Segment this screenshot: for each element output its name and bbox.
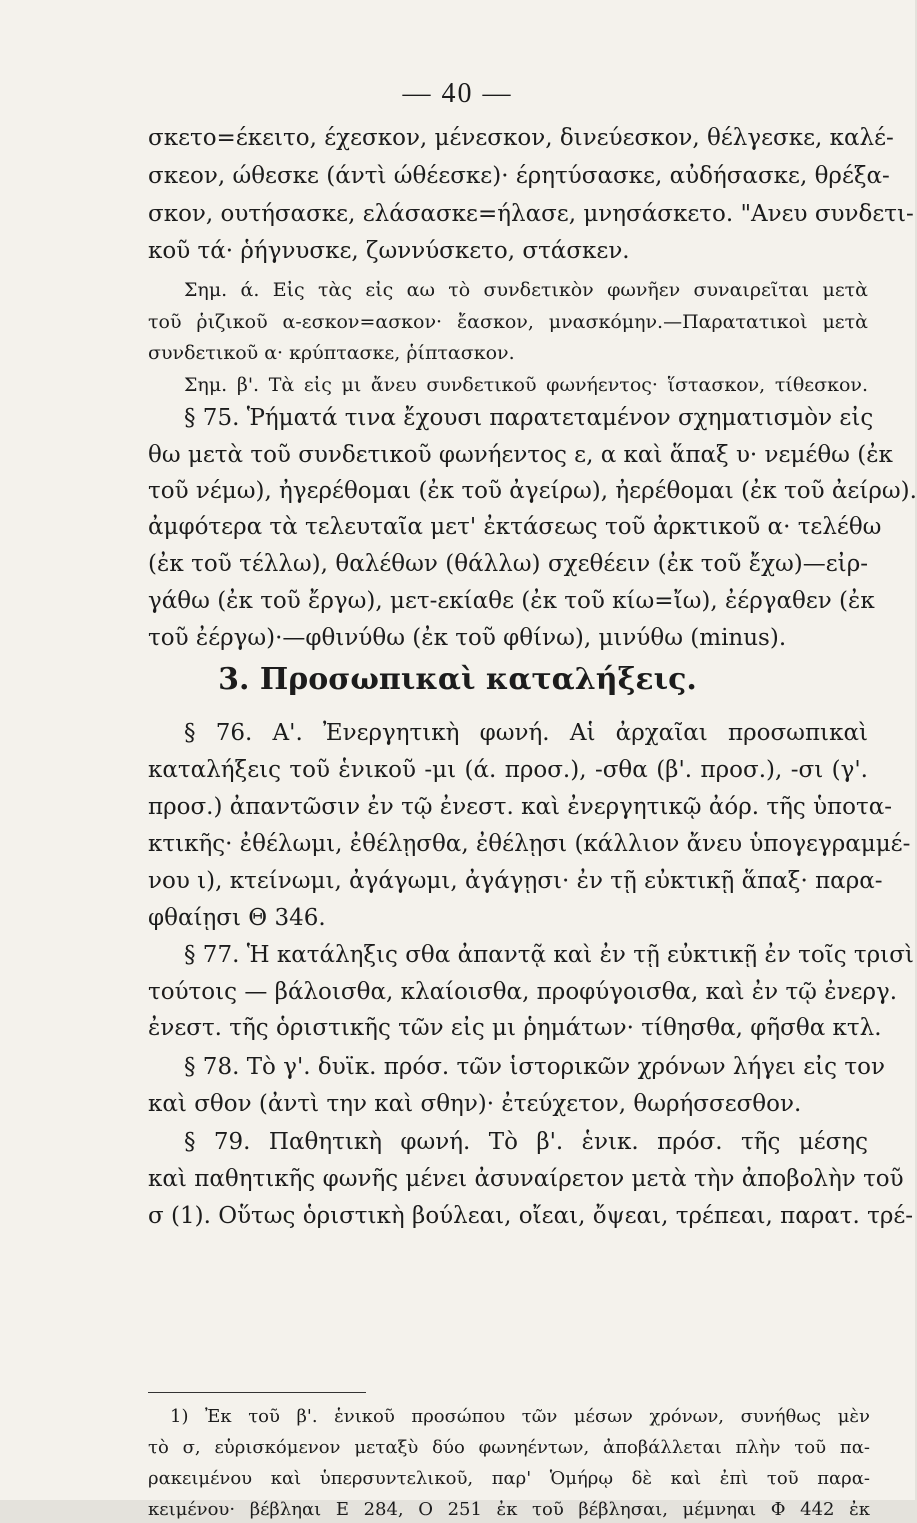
text-line: γάθω (ἐκ τοῦ ἔργω), μετ-εκίαθε (ἐκ τοῦ κίω=ἴω), ἐέργαθεν (ἐκ — [148, 588, 875, 614]
footnote-line: ρακειμένου καὶ ὑπερσυντελικοῦ, παρ' Ὁμήρῳ δὲ καὶ ἐπὶ τοῦ παρα- — [148, 1468, 870, 1489]
footnote-line: κειμένου· βέβληαι Ε 284, Ο 251 ἐκ τοῦ βέβλησαι, μέμνηαι Φ 442 ἐκ — [148, 1499, 870, 1520]
text-line: φθαίῃσι Θ 346. — [148, 905, 326, 931]
footnote-line: τὸ σ, εὑρισκόμενον μεταξὺ δύο φωνηέντων, ἀποβάλλεται πλὴν τοῦ πα- — [148, 1437, 870, 1458]
text-line: κτικῆς· ἐθέλωμι, ἐθέλῃσθα, ἐθέλῃσι (κάλλιον ἄνευ ὑπογεγραμμέ- — [148, 831, 911, 857]
section-78: § 78. Τὸ γ'. δυϊκ. πρόσ. τῶν ἱστορικῶν χρόνων λήγει εἰς τον — [184, 1054, 885, 1080]
text-line: τοῦ ἐέργω)·—φθινύθω (ἐκ τοῦ φθίνω), μινύθω (minus). — [148, 625, 787, 651]
section-75: § 75. Ῥήματά τινα ἔχουσι παρατεταμένον σχηματισμὸν εἰς — [184, 405, 874, 431]
page-number: — 40 — — [402, 78, 513, 109]
footnote-rule — [148, 1392, 366, 1393]
text-line: Σημ. ά. Εἰς τὰς εἰς αω τὸ συνδετικὸν φωνῆεν συναιρεῖται μετὰ — [184, 279, 868, 301]
text-line: σ (1). Οὕτως ὁριστικὴ βούλεαι, οἴεαι, ὄψεαι, τρέπεαι, παρατ. τρέ- — [148, 1203, 914, 1229]
text-line: καταλήξεις τοῦ ἑνικοῦ -μι (ά. προσ.), -σθα (β'. προσ.), -σι (γ'. — [148, 757, 868, 783]
text-line: ἐνεστ. τῆς ὁριστικῆς τῶν εἰς μι ῥημάτων· τίθησθα, φῆσθα κτλ. — [148, 1015, 882, 1041]
section-79: § 79. Παθητικὴ φωνή. Τὸ β'. ἑνικ. πρόσ. τῆς μέσης — [184, 1129, 868, 1155]
section-76: § 76. Α'. Ἐνεργητικὴ φωνή. Αἱ ἀρχαῖαι προσωπικαὶ — [184, 720, 868, 746]
text-line: προσ.) ἀπαντῶσιν ἐν τῷ ἐνεστ. καὶ ἐνεργητικῷ ἀόρ. τῆς ὑποτα- — [148, 794, 893, 820]
text-line: Σημ. β'. Τὰ εἰς μι ἄνευ συνδετικοῦ φωνήεντος· ἵστασκον, τίθεσκον. — [184, 374, 868, 396]
footnote-line: 1) Ἐκ τοῦ β'. ἑνικοῦ προσώπου τῶν μέσων χρόνων, συνήθως μὲν — [170, 1406, 870, 1427]
section-77: § 77. Ἡ κατάληξις σθα ἀπαντᾷ καὶ ἐν τῇ εὐκτικῇ ἐν τοῖς τρισὶ — [184, 942, 914, 968]
text-line: σκον, ουτήσασκε, ελάσασκε=ήλασε, μνησάσκετο. "Ανευ συνδετι- — [148, 201, 914, 227]
text-line: τοῦ νέμω), ἠγερέθομαι (ἐκ τοῦ ἀγείρω), ἠερέθομαι (ἐκ τοῦ ἀείρω). — [148, 478, 917, 504]
text-line: κοῦ τά· ῥήγνυσκε, ζωννύσκετο, στάσκεν. — [148, 238, 630, 264]
text-line: σκεον, ώθεσκε (άντὶ ώθέεσκε)· έρητύσασκε, αὐδήσασκε, θρέξα- — [148, 163, 890, 189]
text-line: σκετο=έκειτο, έχεσκον, μένεσκον, δινεύεσκον, θέλγεσκε, καλέ- — [148, 125, 894, 151]
text-line: καὶ σθον (ἀντὶ την καὶ σθην)· ἐτεύχετον, θωρήσσεσθον. — [148, 1091, 802, 1117]
text-line: νου ι), κτείνωμι, ἀγάγωμι, ἀγάγῃσι· ἐν τῇ εὐκτικῇ ἅπαξ· παρα- — [148, 868, 883, 894]
text-line: θω μετὰ τοῦ συνδετικοῦ φωνήεντος ε, α καὶ ἅπαξ υ· νεμέθω (ἐκ — [148, 442, 893, 468]
section-heading: 3. Προσωπικαὶ καταλήξεις. — [218, 662, 697, 697]
text-line: τούτοις — βάλοισθα, κλαίοισθα, προφύγοισθα, καὶ ἐν τῷ ἐνεργ. — [148, 979, 898, 1005]
text-line: καὶ παθητικῆς φωνῆς μένει ἀσυναίρετον μετὰ τὴν ἀποβολὴν τοῦ — [148, 1166, 904, 1192]
text-line: (ἐκ τοῦ τέλλω), θαλέθων (θάλλω) σχεθέειν (ἐκ τοῦ ἔχω)—εἰρ- — [148, 551, 868, 577]
text-line: τοῦ ῥιζικοῦ α-εσκον=ασκον· ἔασκον, μνασκόμην.—Παρατατικοὶ μετὰ — [148, 311, 868, 333]
text-line: συνδετικοῦ α· κρύπτασκε, ῥίπτασκον. — [148, 342, 515, 364]
text-line: ἀμφότερα τὰ τελευταῖα μετ' ἐκτάσεως τοῦ ἀρκτικοῦ α· τελέθω — [148, 514, 882, 540]
